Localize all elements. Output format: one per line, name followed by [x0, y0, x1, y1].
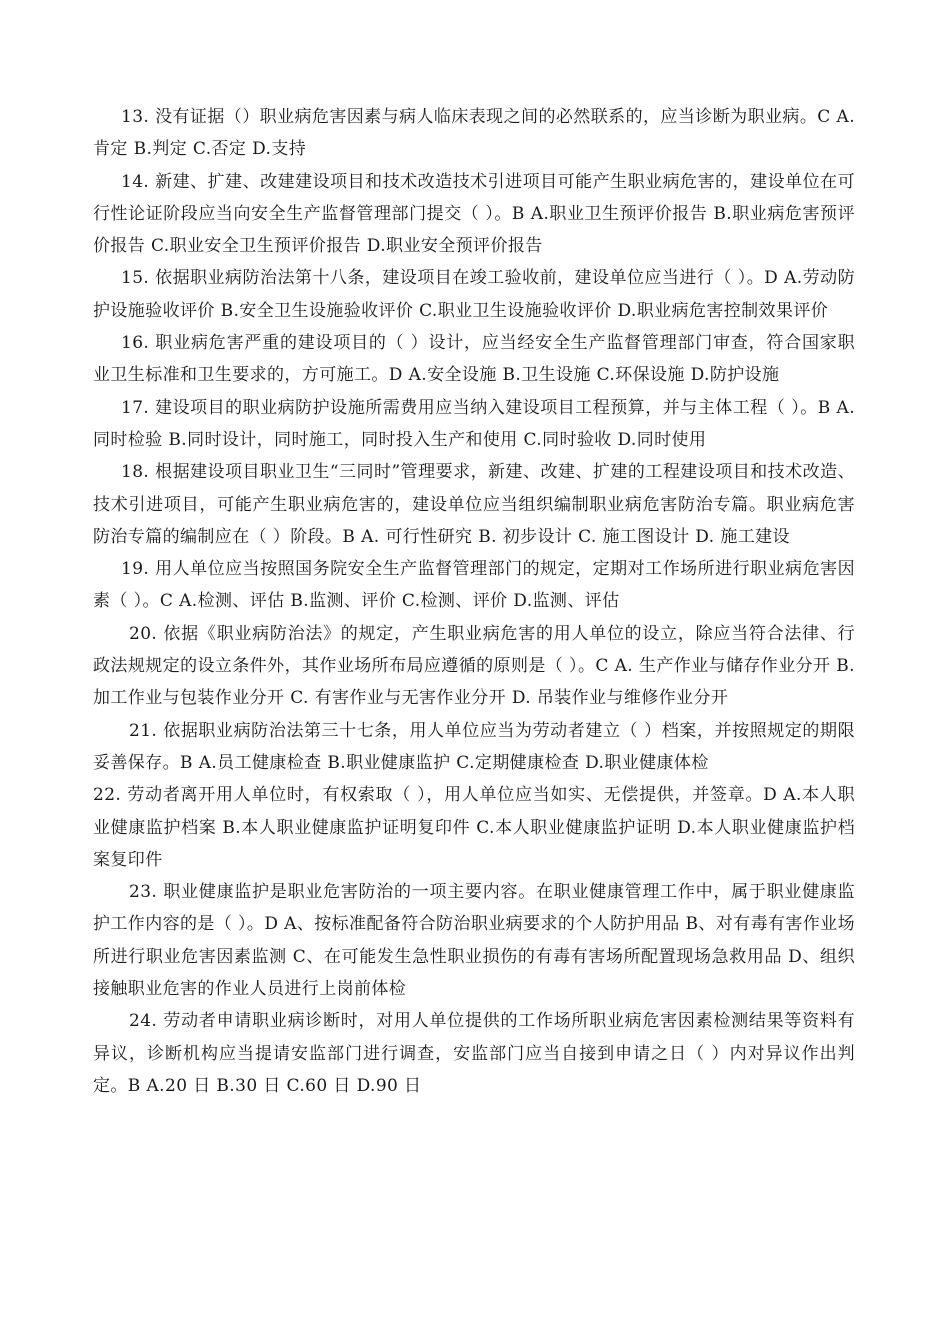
question-22: 22. 劳动者离开用人单位时，有权索取（ ），用人单位应当如实、无偿提供，并签章。D A.本人职业健康监护档案 B.本人职业健康监护证明复印件 C.本人职业健康监护证明 D.本人职业健康监护档案复印件 [93, 785, 855, 870]
question-18: 18. 根据建设项目职业卫生“三同时”管理要求，新建、改建、扩建的工程建设项目和技术改造、技术引进项目，可能产生职业病危害的，建设单位应当组织编制职业病危害防治专篇。职业病危害防治专篇的编制应在（ ）阶段。B A. 可行性研究 B. 初步设计 C. 施工图设计 D. 施工建设 [93, 462, 855, 547]
question-24: 24. 劳动者申请职业病诊断时，对用人单位提供的工作场所职业病危害因素检测结果等资料有异议，诊断机构应当提请安监部门进行调查，安监部门应当自接到申请之日（ ）内对异议作出判定。B A.20 日 B.30 日 C.60 日 D.90 日 [93, 1011, 855, 1096]
question-list [93, 101, 855, 1102]
question-15: 15. 依据职业病防治法第十八条，建设项目在竣工验收前，建设单位应当进行（ ）。D A.劳动防护设施验收评价 B.安全卫生设施验收评价 C.职业卫生设施验收评价 D.职业病危害控制效果评价 [93, 268, 855, 321]
question-20: 20. 依据《职业病防治法》的规定，产生职业病危害的用人单位的设立，除应当符合法律、行政法规规定的设立条件外，其作业场所布局应遵循的原则是（ ）。C A. 生产作业与储存作业分开 B. 加工作业与包装作业分开 C. 有害作业与无害作业分开 D. 吊装作业与维修作业分开 [93, 623, 855, 709]
question-23: 23. 职业健康监护是职业危害防治的一项主要内容。在职业健康管理工作中，属于职业健康监护工作内容的是（ ）。D A、按标准配备符合防治职业病要求的个人防护用品 B、对有毒有害作业场所进行职业危害因素监测 C、在可能发生急性职业损伤的有毒有害场所配置现场急救用品 D、组织接触职业危害的作业人员进行上岗前体检 [93, 882, 855, 1000]
question-13: 13. 没有证据（）职业病危害因素与病人临床表现之间的必然联系的，应当诊断为职业病。C A.肯定 B.判定 C.否定 D.支持 [93, 107, 855, 160]
question-19: 19. 用人单位应当按照国务院安全生产监督管理部门的规定，定期对工作场所进行职业病危害因素（ ）。C A.检测、评估 B.监测、评价 C.检测、评价 D.监测、评估 [93, 559, 855, 612]
question-21: 21. 依据职业病防治法第三十七条，用人单位应当为劳动者建立（ ）档案，并按照规定的期限妥善保存。B A.员工健康检查 B.职业健康监护 C.定期健康检查 D.职业健康体检 [93, 720, 855, 773]
question-17: 17. 建设项目的职业病防护设施所需费用应当纳入建设项目工程预算，并与主体工程（ ）。B A.同时检验 B.同时设计，同时施工，同时投入生产和使用 C.同时验收 D.同时使用 [93, 397, 855, 450]
question-14: 14. 新建、扩建、改建建设项目和技术改造技术引进项目可能产生职业病危害的，建设单位在可行性论证阶段应当向安全生产监督管理部门提交（ ）。B A.职业卫生预评价报告 B.职业病危害预评价报告 C.职业安全卫生预评价报告 D.职业安全预评价报告 [93, 171, 855, 257]
question-16: 16. 职业病危害严重的建设项目的（ ）设计，应当经安全生产监督管理部门审查，符合国家职业卫生标准和卫生要求的，方可施工。D A.安全设施 B.卫生设施 C.环保设施 D.防护设施 [93, 333, 855, 386]
